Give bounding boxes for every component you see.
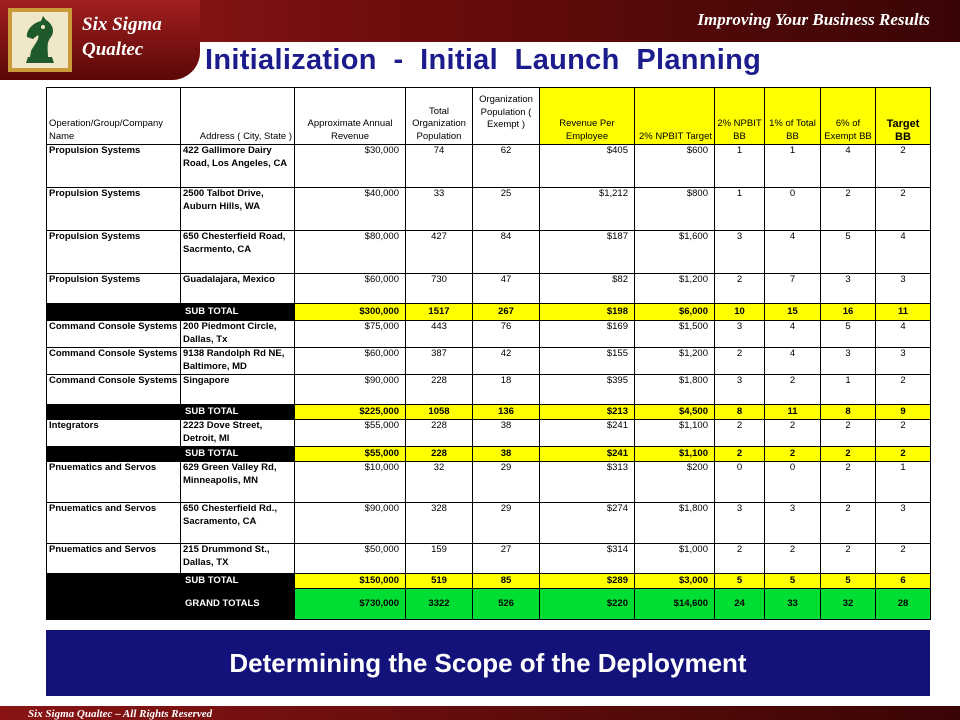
table-cell: 228 [406, 420, 473, 447]
table-cell: 2 [876, 420, 931, 447]
table-cell: $395 [540, 375, 635, 405]
launch-planning-table [46, 87, 930, 620]
table-cell: 1 [715, 145, 765, 188]
column-header: Address ( City, State ) [181, 88, 295, 145]
table-row [47, 503, 931, 544]
table-cell: $225,000 [295, 405, 406, 420]
table-cell: 526 [473, 589, 540, 620]
table-cell: 25 [473, 188, 540, 231]
table-header-row [47, 88, 931, 145]
operation-name: Command Console Systems [47, 375, 181, 405]
table-cell: $241 [540, 420, 635, 447]
table-cell: 2 [715, 447, 765, 462]
table-cell: 1 [715, 188, 765, 231]
table-cell: $289 [540, 574, 635, 589]
operation-name: Command Console Systems [47, 321, 181, 348]
table-cell: 3 [821, 274, 876, 304]
table-row [47, 274, 931, 304]
table-cell: 29 [473, 503, 540, 544]
table-cell: 6 [876, 574, 931, 589]
table-cell: $150,000 [295, 574, 406, 589]
table-cell: $1,200 [635, 274, 715, 304]
table-row [47, 188, 931, 231]
table-cell: $4,500 [635, 405, 715, 420]
table-cell: 4 [765, 231, 821, 274]
table-cell: 3 [715, 375, 765, 405]
table-cell: 29 [473, 462, 540, 503]
table-cell: 4 [821, 145, 876, 188]
table-cell: 18 [473, 375, 540, 405]
table-cell: 10 [715, 304, 765, 321]
table-cell: $313 [540, 462, 635, 503]
table-row [47, 420, 931, 447]
table-cell: 3 [876, 503, 931, 544]
operation-name: Propulsion Systems [47, 188, 181, 231]
table-cell: 4 [876, 321, 931, 348]
table-cell: 3 [876, 348, 931, 375]
address-cell: 650 Chesterfield Rd., Sacramento, CA [181, 503, 295, 544]
table-cell: 3 [821, 348, 876, 375]
table-cell: 2 [715, 274, 765, 304]
table-cell: 16 [821, 304, 876, 321]
operation-name: Propulsion Systems [47, 231, 181, 274]
table-cell: $300,000 [295, 304, 406, 321]
operation-name: Propulsion Systems [47, 274, 181, 304]
table-row [47, 145, 931, 188]
table-cell: 2 [876, 447, 931, 462]
scope-banner: Determining the Scope of the Deployment [46, 630, 930, 696]
table-cell: 8 [821, 405, 876, 420]
table-cell: 33 [765, 589, 821, 620]
address-cell: 629 Green Valley Rd, Minneapolis, MN [181, 462, 295, 503]
table-cell: 11 [765, 405, 821, 420]
address-cell: 215 Drummond St., Dallas, TX [181, 544, 295, 574]
operation-name: Pnuematics and Servos [47, 462, 181, 503]
operation-name: Integrators [47, 420, 181, 447]
table-cell: 519 [406, 574, 473, 589]
table-cell: 3 [715, 503, 765, 544]
grand-total-row [47, 589, 931, 620]
table-cell: 74 [406, 145, 473, 188]
table-cell: $75,000 [295, 321, 406, 348]
address-cell: 9138 Randolph Rd NE, Baltimore, MD [181, 348, 295, 375]
table-cell: $241 [540, 447, 635, 462]
address-cell: 422 Gallimore Dairy Road, Los Angeles, CA [181, 145, 295, 188]
table-cell: $1,000 [635, 544, 715, 574]
total-label: SUB TOTAL [181, 447, 295, 462]
table-cell: 32 [821, 589, 876, 620]
table-cell: 9 [876, 405, 931, 420]
table-cell: 267 [473, 304, 540, 321]
table-cell: $155 [540, 348, 635, 375]
subtotal-row [47, 304, 931, 321]
operation-name: Command Console Systems [47, 348, 181, 375]
table-cell: $1,100 [635, 420, 715, 447]
table-cell: 2 [821, 462, 876, 503]
table-cell: 328 [406, 503, 473, 544]
table-cell: 159 [406, 544, 473, 574]
table-cell: $60,000 [295, 274, 406, 304]
blank-cell [47, 589, 181, 620]
table-cell: $6,000 [635, 304, 715, 321]
table-cell: 2 [765, 447, 821, 462]
table-cell: 3 [876, 274, 931, 304]
table-cell: 2 [821, 544, 876, 574]
table-row [47, 321, 931, 348]
table-cell: $1,800 [635, 375, 715, 405]
column-header: 2% NPBIT Target [635, 88, 715, 145]
address-cell: 650 Chesterfield Road, Sacrmento, CA [181, 231, 295, 274]
knight-logo-icon [18, 15, 62, 65]
table-cell: 228 [406, 447, 473, 462]
table-cell: $1,600 [635, 231, 715, 274]
table-cell: $220 [540, 589, 635, 620]
table-cell: 730 [406, 274, 473, 304]
table-cell: 5 [821, 574, 876, 589]
footer-copyright: Six Sigma Qualtec – All Rights Reserved [28, 708, 213, 720]
table-row [47, 544, 931, 574]
table-cell: 28 [876, 589, 931, 620]
table-cell: 2 [821, 420, 876, 447]
table-cell: 2 [715, 348, 765, 375]
table-cell: 7 [765, 274, 821, 304]
column-header: Organization Population ( Exempt ) [473, 88, 540, 145]
column-header: 2% NPBIT BB [715, 88, 765, 145]
table-cell: $50,000 [295, 544, 406, 574]
operation-name: Pnuematics and Servos [47, 503, 181, 544]
table-cell: 2 [821, 188, 876, 231]
table-cell: $314 [540, 544, 635, 574]
total-label: SUB TOTAL [181, 574, 295, 589]
table-cell: $213 [540, 405, 635, 420]
table-cell: 1 [765, 145, 821, 188]
total-label: GRAND TOTALS [181, 589, 295, 620]
column-header: Revenue Per Employee [540, 88, 635, 145]
column-header: 6% of Exempt BB [821, 88, 876, 145]
subtotal-row [47, 405, 931, 420]
table-cell: 2 [765, 420, 821, 447]
table-cell: $90,000 [295, 375, 406, 405]
table-cell: 228 [406, 375, 473, 405]
table-cell: 1058 [406, 405, 473, 420]
table-cell: 2 [715, 420, 765, 447]
table-row [47, 348, 931, 375]
table-cell: 5 [821, 231, 876, 274]
table-cell: 47 [473, 274, 540, 304]
table-cell: $3,000 [635, 574, 715, 589]
table-cell: 2 [821, 503, 876, 544]
total-label: SUB TOTAL [181, 405, 295, 420]
table-cell: $1,100 [635, 447, 715, 462]
table-cell: 2 [765, 544, 821, 574]
table-cell: 84 [473, 231, 540, 274]
brand-line-2: Qualtec [82, 39, 144, 60]
table-cell: $55,000 [295, 420, 406, 447]
table-cell: $30,000 [295, 145, 406, 188]
blank-cell [47, 405, 181, 420]
table-cell: 4 [765, 321, 821, 348]
brand-line-1: Six Sigma [82, 14, 162, 35]
address-cell: 2223 Dove Street, Detroit, MI [181, 420, 295, 447]
table-cell: 427 [406, 231, 473, 274]
blank-cell [47, 574, 181, 589]
table-cell: 3 [715, 231, 765, 274]
table-cell: 32 [406, 462, 473, 503]
table-cell: 8 [715, 405, 765, 420]
table-cell: 2 [715, 544, 765, 574]
table-cell: 11 [876, 304, 931, 321]
table-cell: 2 [876, 544, 931, 574]
table-cell: $80,000 [295, 231, 406, 274]
table-cell: 2 [876, 145, 931, 188]
table-row [47, 462, 931, 503]
table-cell: $40,000 [295, 188, 406, 231]
operation-name: Propulsion Systems [47, 145, 181, 188]
address-cell: Singapore [181, 375, 295, 405]
table-cell: $169 [540, 321, 635, 348]
table-cell: 3322 [406, 589, 473, 620]
table-cell: 27 [473, 544, 540, 574]
table-cell: $82 [540, 274, 635, 304]
table-cell: 2 [821, 447, 876, 462]
table-cell: $200 [635, 462, 715, 503]
table-cell: 3 [765, 503, 821, 544]
column-header: Operation/Group/Company Name [47, 88, 181, 145]
table-cell: 0 [715, 462, 765, 503]
table-cell: 2 [876, 375, 931, 405]
table-cell: $405 [540, 145, 635, 188]
table-cell: $60,000 [295, 348, 406, 375]
table-cell: 2 [876, 188, 931, 231]
table-cell: $187 [540, 231, 635, 274]
tagline: Improving Your Business Results [697, 10, 930, 29]
address-cell: 200 Piedmont Circle, Dallas, Tx [181, 321, 295, 348]
table-cell: 5 [715, 574, 765, 589]
table-cell: $55,000 [295, 447, 406, 462]
table-cell: $600 [635, 145, 715, 188]
table-cell: 4 [876, 231, 931, 274]
column-header: Total Organization Population [406, 88, 473, 145]
column-header: 1% of Total BB [765, 88, 821, 145]
table-cell: $198 [540, 304, 635, 321]
table-cell: $1,200 [635, 348, 715, 375]
column-header: Target BB [876, 88, 931, 145]
address-cell: 2500 Talbot Drive, Auburn Hills, WA [181, 188, 295, 231]
table-cell: $1,800 [635, 503, 715, 544]
table-row [47, 231, 931, 274]
brand-name [82, 12, 162, 62]
table-cell: 62 [473, 145, 540, 188]
table-cell: 5 [765, 574, 821, 589]
table-cell: 4 [765, 348, 821, 375]
table-cell: 42 [473, 348, 540, 375]
table-cell: 1 [876, 462, 931, 503]
subtotal-row [47, 447, 931, 462]
table-cell: 24 [715, 589, 765, 620]
table-cell: 1 [821, 375, 876, 405]
operation-name: Pnuematics and Servos [47, 544, 181, 574]
table-cell: $274 [540, 503, 635, 544]
address-cell: Guadalajara, Mexico [181, 274, 295, 304]
table-cell: $730,000 [295, 589, 406, 620]
table-cell: 85 [473, 574, 540, 589]
table-cell: 38 [473, 447, 540, 462]
table-cell: $90,000 [295, 503, 406, 544]
table-cell: 387 [406, 348, 473, 375]
logo [8, 8, 72, 72]
table-cell: 443 [406, 321, 473, 348]
table-cell: 1517 [406, 304, 473, 321]
total-label: SUB TOTAL [181, 304, 295, 321]
table-cell: 5 [821, 321, 876, 348]
blank-cell [47, 447, 181, 462]
table-cell: 136 [473, 405, 540, 420]
table-cell: 15 [765, 304, 821, 321]
blank-cell [47, 304, 181, 321]
table-cell: 38 [473, 420, 540, 447]
table-cell: 33 [406, 188, 473, 231]
table-cell: $14,600 [635, 589, 715, 620]
table-cell: $1,212 [540, 188, 635, 231]
table-cell: 76 [473, 321, 540, 348]
column-header: Approximate Annual Revenue [295, 88, 406, 145]
table-cell: 2 [765, 375, 821, 405]
table-cell: $1,500 [635, 321, 715, 348]
table-cell: $10,000 [295, 462, 406, 503]
table-row [47, 375, 931, 405]
table-cell: 0 [765, 462, 821, 503]
table-cell: 0 [765, 188, 821, 231]
page-title: Initialization - Initial Launch Planning [205, 44, 762, 76]
subtotal-row [47, 574, 931, 589]
table-cell: 3 [715, 321, 765, 348]
table-cell: $800 [635, 188, 715, 231]
brand-panel [0, 0, 200, 80]
